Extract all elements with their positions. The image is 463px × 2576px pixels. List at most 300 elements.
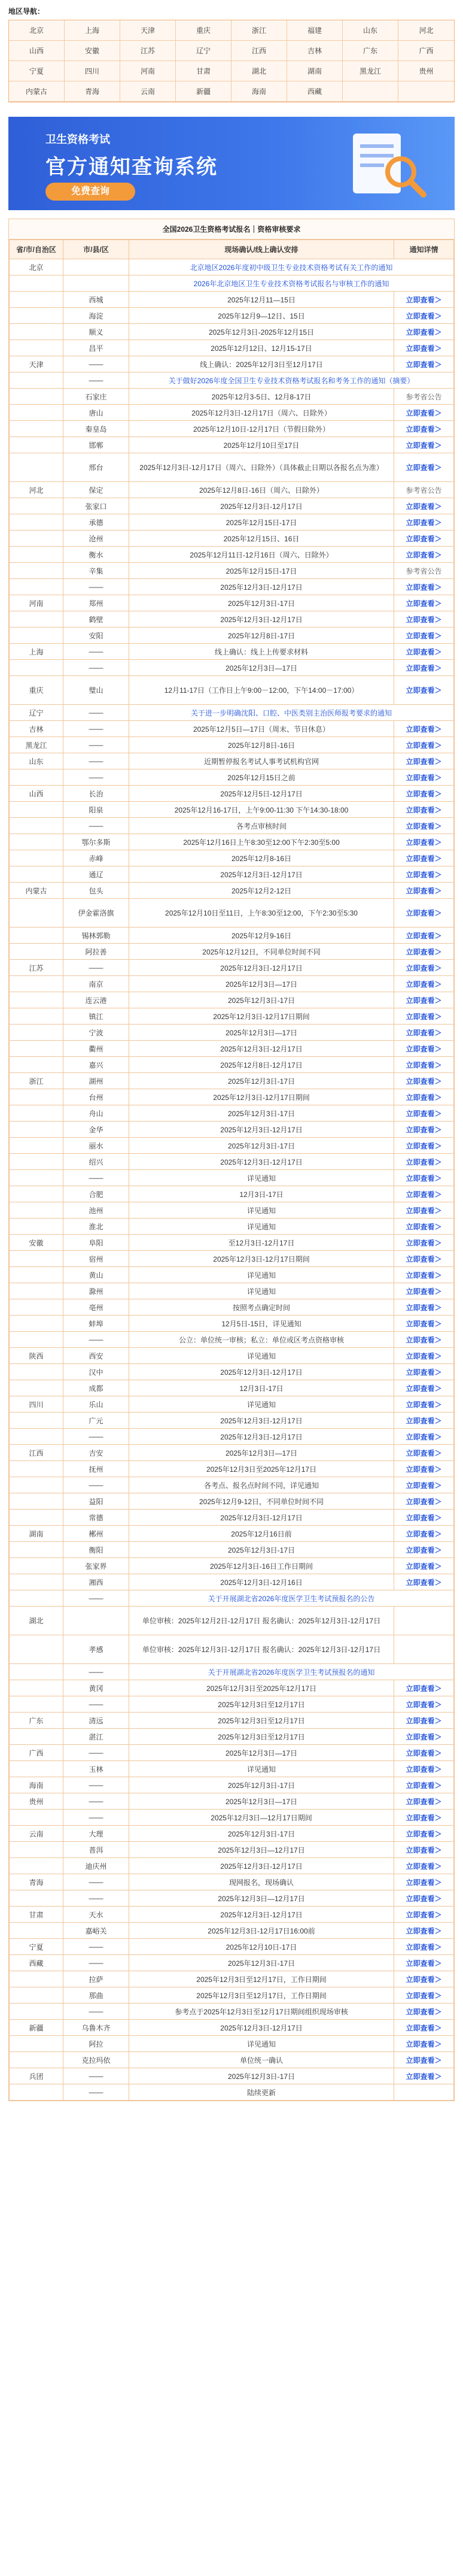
notice-link[interactable]: 关于开展湖北省2026年度医学卫生考试预报名的公告 (129, 1590, 454, 1607)
province-cell (10, 453, 63, 482)
province-cell (10, 1413, 63, 1429)
province-cell (10, 611, 63, 628)
province-cell (10, 2084, 63, 2101)
table-row (10, 850, 454, 866)
schedule-cell: 2025年12月3日-2025年12月15日 (129, 324, 394, 340)
view-detail-link[interactable]: 立即查看＞ (406, 311, 442, 320)
city-cell: 台州 (63, 1089, 129, 1105)
notice-link[interactable]: 关于做好2026年度全国卫生专业技术资格考试报名和考务工作的通知（摘要） (129, 372, 454, 389)
table-row (10, 324, 454, 340)
detail-cell (394, 1713, 454, 1729)
detail-cell (394, 1122, 454, 1138)
region-link[interactable]: 山东 (343, 20, 398, 41)
view-detail-link[interactable]: 立即查看＞ (406, 1975, 442, 1984)
view-detail-link[interactable]: 立即查看＞ (406, 2039, 442, 2048)
table-row (10, 753, 454, 769)
view-detail-link[interactable]: 立即查看＞ (406, 1157, 442, 1166)
schedule-cell: 2025年12月10日至17日 (129, 437, 394, 453)
city-cell: 昌平 (63, 340, 129, 356)
view-detail-link[interactable]: 立即查看＞ (406, 344, 442, 353)
view-detail-link[interactable]: 立即查看＞ (406, 1926, 442, 1935)
province-cell (10, 437, 63, 453)
view-detail-link[interactable]: 立即查看＞ (406, 328, 442, 337)
province-cell: 河南 (10, 595, 63, 611)
table-row (10, 1607, 454, 1635)
region-link[interactable]: 湖南 (287, 61, 343, 81)
view-detail-link[interactable]: 立即查看＞ (406, 1732, 442, 1741)
detail-cell (394, 308, 454, 324)
region-link[interactable]: 辽宁 (176, 41, 232, 61)
table-row (10, 1858, 454, 1874)
province-cell (10, 579, 63, 595)
detail-cell (394, 1364, 454, 1380)
region-link[interactable]: 西藏 (287, 81, 343, 102)
city-cell: 张家口 (63, 498, 129, 514)
detail-cell (394, 1874, 454, 1890)
view-detail-link[interactable]: 立即查看＞ (406, 663, 442, 672)
table-row (10, 1380, 454, 1396)
detail-cell (394, 1138, 454, 1154)
table-row (10, 579, 454, 595)
province-cell (10, 1299, 63, 1316)
province-cell (10, 2052, 63, 2068)
table-row (10, 676, 454, 705)
schedule-cell: 2025年12月9—12日、15日 (129, 308, 394, 324)
region-link[interactable]: 安徽 (65, 41, 120, 61)
detail-cell (394, 547, 454, 563)
schedule-cell: 各考点审核时间 (129, 818, 394, 834)
detail-cell (394, 498, 454, 514)
view-detail-link[interactable]: 立即查看＞ (406, 1894, 442, 1903)
detail-cell (394, 1283, 454, 1299)
province-cell: 广东 (10, 1713, 63, 1729)
view-detail-link[interactable]: 立即查看＞ (406, 870, 442, 879)
detail-cell (394, 482, 454, 498)
view-detail-link[interactable]: 立即查看＞ (406, 441, 442, 450)
view-detail-link[interactable]: 立即查看＞ (406, 1578, 442, 1587)
schedule-cell: 2025年12月3日—12月17日 (129, 1842, 394, 1858)
province-cell (10, 1025, 63, 1041)
detail-cell (394, 1380, 454, 1396)
region-link[interactable]: 四川 (65, 61, 120, 81)
table-row (10, 308, 454, 324)
province-cell: 江西 (10, 1445, 63, 1461)
schedule-cell: 2025年12月11—15日 (129, 292, 394, 308)
city-cell: 湖州 (63, 1073, 129, 1089)
city-cell: —— (63, 1477, 129, 1493)
view-detail-link[interactable]: 立即查看＞ (406, 773, 442, 782)
view-detail-link[interactable]: 立即查看＞ (406, 1497, 442, 1506)
notice-link[interactable]: 关于开展湖北省2026年度医学卫生考试预报名的通知 (129, 1664, 454, 1680)
region-link[interactable]: 青海 (65, 81, 120, 102)
view-detail-link[interactable]: 立即查看＞ (406, 425, 442, 434)
view-detail-link[interactable]: 参考省公告 (406, 486, 442, 495)
table-row (10, 818, 454, 834)
view-detail-link[interactable]: 立即查看＞ (406, 550, 442, 559)
view-detail-link[interactable]: 立即查看＞ (406, 463, 442, 472)
schedule-cell: 12月11-17日（工作日上午9:00－12:00，下午14:00－17:00） (129, 676, 394, 705)
table-row (10, 405, 454, 421)
table-row (10, 2052, 454, 2068)
view-detail-link[interactable]: 立即查看＞ (406, 1238, 442, 1247)
view-detail-link[interactable]: 立即查看＞ (406, 1351, 442, 1360)
schedule-cell: 2025年12月3日-12月17日 (129, 1510, 394, 1526)
view-detail-link[interactable]: 立即查看＞ (406, 725, 442, 734)
schedule-cell: 陆续更新 (129, 2084, 394, 2101)
schedule-cell: 12月3日-17日 (129, 1380, 394, 1396)
province-cell: 四川 (10, 1396, 63, 1413)
region-link[interactable]: 甘肃 (176, 61, 232, 81)
view-detail-link[interactable]: 立即查看＞ (406, 1012, 442, 1021)
view-detail-link[interactable]: 立即查看＞ (406, 1044, 442, 1053)
region-link[interactable]: 河北 (398, 20, 454, 41)
schedule-cell: 2025年12月3日-17日 (129, 1542, 394, 1558)
detail-cell (394, 1955, 454, 1971)
city-cell: —— (63, 2068, 129, 2084)
table-row (10, 1890, 454, 1907)
view-detail-link[interactable]: 立即查看＞ (406, 1765, 442, 1774)
schedule-cell: 2025年12月3日-17日 (129, 1826, 394, 1842)
view-detail-link[interactable]: 立即查看＞ (406, 1125, 442, 1134)
detail-cell (394, 1939, 454, 1955)
view-detail-link[interactable]: 立即查看＞ (406, 789, 442, 798)
view-detail-link[interactable]: 参考省公告 (406, 392, 442, 401)
region-link[interactable]: 湖北 (232, 61, 287, 81)
province-cell (10, 340, 63, 356)
view-detail-link[interactable]: 立即查看＞ (406, 1448, 442, 1457)
province-cell: 黑龙江 (10, 737, 63, 753)
city-cell: 郑州 (63, 595, 129, 611)
view-detail-link[interactable]: 立即查看＞ (406, 1829, 442, 1838)
city-cell: 广元 (63, 1413, 129, 1429)
view-detail-link[interactable]: 立即查看＞ (406, 2007, 442, 2016)
view-detail-link[interactable]: 立即查看＞ (406, 931, 442, 940)
view-detail-link[interactable]: 立即查看＞ (406, 647, 442, 656)
region-link[interactable]: 浙江 (232, 20, 287, 41)
region-link[interactable]: 云南 (120, 81, 176, 102)
province-cell: 北京 (10, 259, 63, 275)
region-link[interactable]: 河南 (120, 61, 176, 81)
view-detail-link[interactable]: 立即查看＞ (406, 1529, 442, 1538)
view-detail-link[interactable]: 立即查看＞ (406, 1416, 442, 1425)
detail-cell (394, 1526, 454, 1542)
table-row (10, 275, 454, 292)
view-detail-link[interactable]: 立即查看＞ (406, 1141, 442, 1150)
view-detail-link[interactable]: 立即查看＞ (406, 1368, 442, 1377)
view-detail-link[interactable]: 立即查看＞ (406, 686, 442, 695)
view-detail-link[interactable]: 立即查看＞ (406, 1813, 442, 1822)
province-cell: 湖北 (10, 1607, 63, 1635)
table-row (10, 1219, 454, 1235)
province-cell (10, 1923, 63, 1939)
view-detail-link[interactable]: 立即查看＞ (406, 757, 442, 766)
province-cell (10, 498, 63, 514)
detail-cell (394, 834, 454, 850)
view-detail-link[interactable]: 立即查看＞ (406, 518, 442, 527)
province-cell (10, 834, 63, 850)
region-link[interactable]: 广东 (343, 41, 398, 61)
view-detail-link[interactable]: 立即查看＞ (406, 1432, 442, 1441)
col-schedule: 现场确认/线上确认安排 (129, 240, 394, 259)
city-cell: 南京 (63, 976, 129, 992)
region-link[interactable]: 北京 (9, 20, 65, 41)
view-detail-link[interactable]: 立即查看＞ (406, 534, 442, 543)
view-detail-link[interactable]: 立即查看＞ (406, 1109, 442, 1118)
view-detail-link[interactable]: 立即查看＞ (406, 854, 442, 863)
view-detail-link[interactable]: 立即查看＞ (406, 1797, 442, 1806)
region-link[interactable]: 江西 (232, 41, 287, 61)
detail-cell (394, 1971, 454, 1987)
view-detail-link[interactable]: 立即查看＞ (406, 295, 442, 304)
city-cell: —— (63, 372, 129, 389)
view-detail-link[interactable]: 立即查看＞ (406, 1206, 442, 1215)
schedule-cell: 单位统一确认 (129, 2052, 394, 2068)
region-link[interactable]: 贵州 (398, 61, 454, 81)
detail-cell (394, 1057, 454, 1073)
city-cell: 通辽 (63, 866, 129, 883)
detail-cell (394, 721, 454, 737)
city-cell: 鹤壁 (63, 611, 129, 628)
banner-title: 官方通知查询系统 (45, 156, 218, 178)
query-banner[interactable] (8, 117, 455, 210)
view-detail-link[interactable]: 立即查看＞ (406, 2023, 442, 2032)
schedule-cell: 2025年12月16日前 (129, 1526, 394, 1542)
region-link[interactable]: 江苏 (120, 41, 176, 61)
province-cell (10, 1680, 63, 1696)
city-cell: 赤峰 (63, 850, 129, 866)
col-province: 省/市/自治区 (10, 240, 63, 259)
notice-link[interactable]: 2026年北京地区卫生专业技术资格考试报名与审核工作的通知 (129, 275, 454, 292)
detail-cell (394, 769, 454, 786)
province-cell: 湖南 (10, 1526, 63, 1542)
city-cell: 淮北 (63, 1219, 129, 1235)
city-cell: —— (63, 1890, 129, 1907)
view-detail-link[interactable]: 立即查看＞ (406, 502, 442, 511)
view-detail-link[interactable]: 立即查看＞ (406, 1400, 442, 1409)
table-row (10, 498, 454, 514)
region-link[interactable]: 黑龙江 (343, 61, 398, 81)
view-detail-link[interactable]: 立即查看＞ (406, 822, 442, 831)
view-detail-link[interactable]: 立即查看＞ (406, 1959, 442, 1968)
view-detail-link[interactable]: 立即查看＞ (406, 741, 442, 750)
schedule-cell: 线上确认：线上上传要求材料 (129, 644, 394, 660)
detail-cell (394, 611, 454, 628)
notice-link[interactable]: 关于进一步明确沈阳、口腔、中医类别主治医师报考要求的通知 (129, 705, 454, 721)
view-detail-link[interactable]: 立即查看＞ (406, 1028, 442, 1037)
view-detail-link[interactable]: 立即查看＞ (406, 1991, 442, 2000)
view-detail-link[interactable]: 立即查看＞ (406, 1319, 442, 1328)
schedule-cell: 2025年12月15日、16日 (129, 531, 394, 547)
table-row (10, 899, 454, 928)
city-cell: 郴州 (63, 1526, 129, 1542)
schedule-cell: 按照考点确定时间 (129, 1299, 394, 1316)
region-link[interactable]: 山西 (9, 41, 65, 61)
view-detail-link[interactable]: 立即查看＞ (406, 1781, 442, 1790)
city-cell: 合肥 (63, 1186, 129, 1202)
city-cell: —— (63, 1745, 129, 1761)
view-detail-link[interactable]: 立即查看＞ (406, 996, 442, 1005)
detail-cell (394, 2084, 454, 2101)
schedule-cell: 参考点于2025年12月3日至12月17日期间组织现场审核 (129, 2004, 394, 2020)
province-cell (10, 850, 63, 866)
province-cell (10, 1810, 63, 1826)
schedule-cell: 2025年12月3日-12月16日 (129, 1574, 394, 1590)
view-detail-link[interactable]: 立即查看＞ (406, 838, 442, 847)
view-detail-link[interactable]: 立即查看＞ (406, 1878, 442, 1887)
province-cell (10, 944, 63, 960)
notice-link[interactable]: 北京地区2026年度初中级卫生专业技术资格考试有关工作的通知 (129, 259, 454, 275)
table-row (10, 866, 454, 883)
detail-cell (394, 340, 454, 356)
view-detail-link[interactable]: 参考省公告 (406, 566, 442, 575)
view-detail-link[interactable]: 立即查看＞ (406, 963, 442, 972)
free-query-button[interactable]: 免费查询 (45, 183, 135, 201)
city-cell: 石家庄 (63, 389, 129, 405)
detail-cell (394, 992, 454, 1008)
city-cell: 普洱 (63, 1842, 129, 1858)
view-detail-link[interactable]: 立即查看＞ (406, 1545, 442, 1554)
col-detail: 通知详情 (394, 240, 454, 259)
city-cell: —— (63, 1793, 129, 1810)
province-cell: 山西 (10, 786, 63, 802)
schedule-cell: 2025年12月9-16日 (129, 928, 394, 944)
detail-cell (394, 514, 454, 531)
view-detail-link[interactable]: 立即查看＞ (406, 1287, 442, 1296)
schedule-cell: 2025年12月3日至2025年12月17日 (129, 1680, 394, 1696)
view-detail-link[interactable]: 立即查看＞ (406, 1465, 442, 1474)
view-detail-link[interactable]: 立即查看＞ (406, 980, 442, 989)
table-row (10, 1493, 454, 1510)
view-detail-link[interactable]: 立即查看＞ (406, 1862, 442, 1871)
table-row (10, 1348, 454, 1364)
view-detail-link[interactable]: 立即查看＞ (406, 947, 442, 956)
region-link[interactable]: 天津 (120, 20, 176, 41)
detail-cell (394, 1777, 454, 1793)
view-detail-link[interactable]: 立即查看＞ (406, 1845, 442, 1854)
table-row (10, 1105, 454, 1122)
detail-cell (394, 1907, 454, 1923)
detail-cell (394, 976, 454, 992)
schedule-cell: 2025年12月3日至12月17日 (129, 1696, 394, 1713)
city-cell: 阿拉 (63, 2036, 129, 2052)
view-detail-link[interactable]: 立即查看＞ (406, 1942, 442, 1951)
detail-cell (394, 1008, 454, 1025)
view-detail-link[interactable]: 立即查看＞ (406, 1481, 442, 1490)
region-link[interactable]: 新疆 (176, 81, 232, 102)
view-detail-link[interactable]: 立即查看＞ (406, 1303, 442, 1312)
detail-cell (394, 2004, 454, 2020)
detail-cell (394, 1761, 454, 1777)
view-detail-link[interactable]: 立即查看＞ (406, 583, 442, 592)
province-cell (10, 866, 63, 883)
view-detail-link[interactable]: 立即查看＞ (406, 1093, 442, 1102)
detail-cell (394, 818, 454, 834)
detail-cell (394, 1413, 454, 1429)
detail-cell (394, 1299, 454, 1316)
city-cell: 玉林 (63, 1761, 129, 1777)
view-detail-link[interactable]: 立即查看＞ (406, 1684, 442, 1693)
region-nav-title: 地区导航： (8, 7, 45, 16)
province-cell (10, 1122, 63, 1138)
table-row (10, 1170, 454, 1186)
view-detail-link[interactable]: 立即查看＞ (406, 1910, 442, 1919)
view-detail-link[interactable]: 立即查看＞ (406, 1271, 442, 1280)
detail-cell (394, 563, 454, 579)
view-detail-link[interactable]: 立即查看＞ (406, 1513, 442, 1522)
view-detail-link[interactable]: 立即查看＞ (406, 909, 442, 917)
view-detail-link[interactable]: 立即查看＞ (406, 886, 442, 895)
view-detail-link[interactable]: 立即查看＞ (406, 805, 442, 814)
view-detail-link[interactable]: 立即查看＞ (406, 1335, 442, 1344)
province-cell (10, 1510, 63, 1526)
province-cell (10, 1590, 63, 1607)
view-detail-link[interactable]: 立即查看＞ (406, 1222, 442, 1231)
region-empty-cell (343, 81, 398, 102)
table-row (10, 1664, 454, 1680)
region-link[interactable]: 福建 (287, 20, 343, 41)
region-link[interactable]: 海南 (232, 81, 287, 102)
table-row (10, 1761, 454, 1777)
view-detail-link[interactable]: 立即查看＞ (406, 1748, 442, 1757)
province-cell (10, 1008, 63, 1025)
table-row (10, 1251, 454, 1267)
view-detail-link[interactable]: 立即查看＞ (406, 631, 442, 640)
province-cell (10, 1105, 63, 1122)
schedule-cell: 2025年12月9-12日，不同单位时间不同 (129, 1493, 394, 1510)
view-detail-link[interactable]: 立即查看＞ (406, 408, 442, 417)
view-detail-link[interactable]: 立即查看＞ (406, 1174, 442, 1183)
table-row (10, 1574, 454, 1590)
detail-cell (394, 2068, 454, 2084)
province-cell (10, 1219, 63, 1235)
view-detail-link[interactable]: 立即查看＞ (406, 2072, 442, 2081)
detail-cell (394, 1890, 454, 1907)
view-detail-link[interactable]: 立即查看＞ (406, 599, 442, 608)
province-cell (10, 421, 63, 437)
table-row (10, 1955, 454, 1971)
table-row (10, 453, 454, 482)
view-detail-link[interactable]: 立即查看＞ (406, 1190, 442, 1199)
city-cell (63, 1607, 129, 1635)
table-row (10, 1590, 454, 1607)
detail-cell (394, 1025, 454, 1041)
view-detail-link[interactable]: 立即查看＞ (406, 615, 442, 624)
region-link[interactable]: 重庆 (176, 20, 232, 41)
province-cell (10, 1186, 63, 1202)
region-link[interactable]: 内蒙古 (9, 81, 65, 102)
region-link[interactable]: 上海 (65, 20, 120, 41)
view-detail-link[interactable]: 立即查看＞ (406, 360, 442, 369)
table-row (10, 1461, 454, 1477)
view-detail-link[interactable]: 立即查看＞ (406, 1254, 442, 1263)
view-detail-link[interactable]: 立即查看＞ (406, 1060, 442, 1069)
province-cell (10, 1761, 63, 1777)
view-detail-link[interactable]: 立即查看＞ (406, 2056, 442, 2065)
detail-cell (394, 960, 454, 976)
region-link[interactable]: 吉林 (287, 41, 343, 61)
region-link[interactable]: 宁夏 (9, 61, 65, 81)
view-detail-link[interactable]: 立即查看＞ (406, 1716, 442, 1725)
view-detail-link[interactable]: 立即查看＞ (406, 1077, 442, 1086)
city-cell: —— (63, 579, 129, 595)
view-detail-link[interactable]: 立即查看＞ (406, 1562, 442, 1571)
schedule-cell: 2025年12月3日至12月17日，工作日期间 (129, 1971, 394, 1987)
region-link[interactable]: 广西 (398, 41, 454, 61)
view-detail-link[interactable]: 立即查看＞ (406, 1700, 442, 1709)
schedule-cell: 2025年12月3日—17日 (129, 1793, 394, 1810)
city-cell: 西安 (63, 1348, 129, 1364)
view-detail-link[interactable]: 立即查看＞ (406, 1384, 442, 1393)
